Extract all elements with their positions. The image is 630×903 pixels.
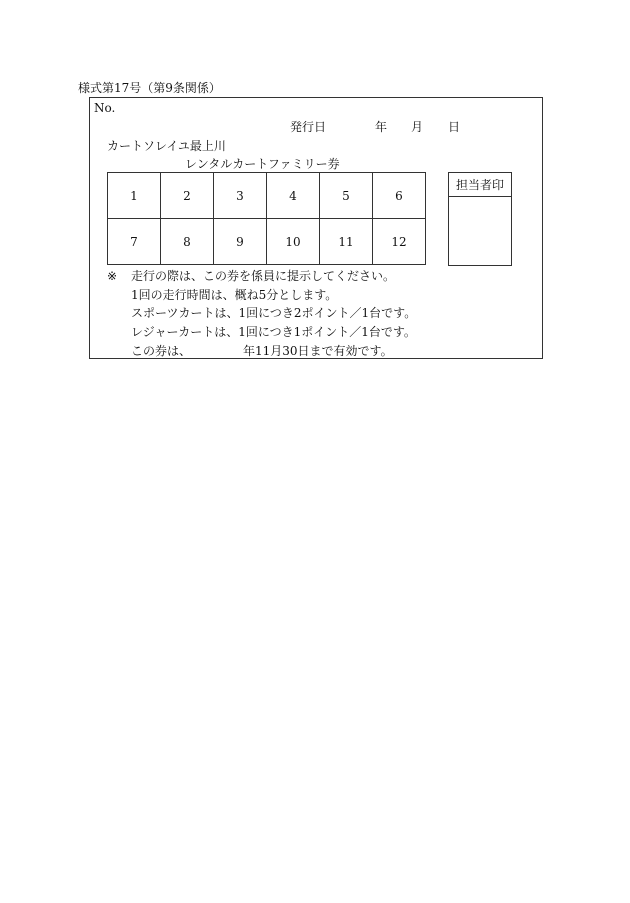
ticket-title: レンタルカートファミリー券	[185, 157, 340, 171]
punch-cell: 12	[373, 219, 426, 265]
punch-cell: 6	[373, 173, 426, 219]
punch-cell: 7	[108, 219, 161, 265]
staff-stamp-box	[448, 172, 512, 266]
issue-month-label: 月	[411, 120, 424, 134]
note-line: 走行の際は、この券を係員に提示してください。	[131, 269, 396, 283]
staff-stamp-label: 担当者印	[449, 173, 511, 197]
punch-cell: 3	[214, 173, 267, 219]
punch-cell: 11	[320, 219, 373, 265]
punch-grid	[107, 172, 426, 265]
note-line: レジャーカートは、1回につき1ポイント／1台です。	[131, 325, 416, 339]
punch-row	[108, 173, 426, 219]
issue-year-label: 年	[375, 120, 388, 134]
punch-cell: 1	[108, 173, 161, 219]
validity-suffix: 年11月30日まで有効です。	[243, 344, 393, 358]
punch-cell: 5	[320, 173, 373, 219]
punch-cell: 2	[161, 173, 214, 219]
note-line: スポーツカートは、1回につき2ポイント／1台です。	[131, 306, 417, 320]
issue-date-label: 発行日	[290, 120, 327, 134]
note-line: 1回の走行時間は、概ね5分とします。	[131, 288, 338, 302]
punch-cell: 4	[267, 173, 320, 219]
issue-day-label: 日	[448, 120, 461, 134]
punch-cell: 8	[161, 219, 214, 265]
ticket-number-label: No.	[94, 101, 116, 115]
validity-prefix: この券は、	[131, 344, 192, 358]
punch-cell: 10	[267, 219, 320, 265]
form-number-label: 様式第17号（第9条関係）	[78, 81, 221, 95]
punch-cell: 9	[214, 219, 267, 265]
venue-name: カートソレイユ最上川	[107, 139, 226, 153]
notes-mark: ※	[107, 269, 118, 283]
punch-row	[108, 219, 426, 265]
